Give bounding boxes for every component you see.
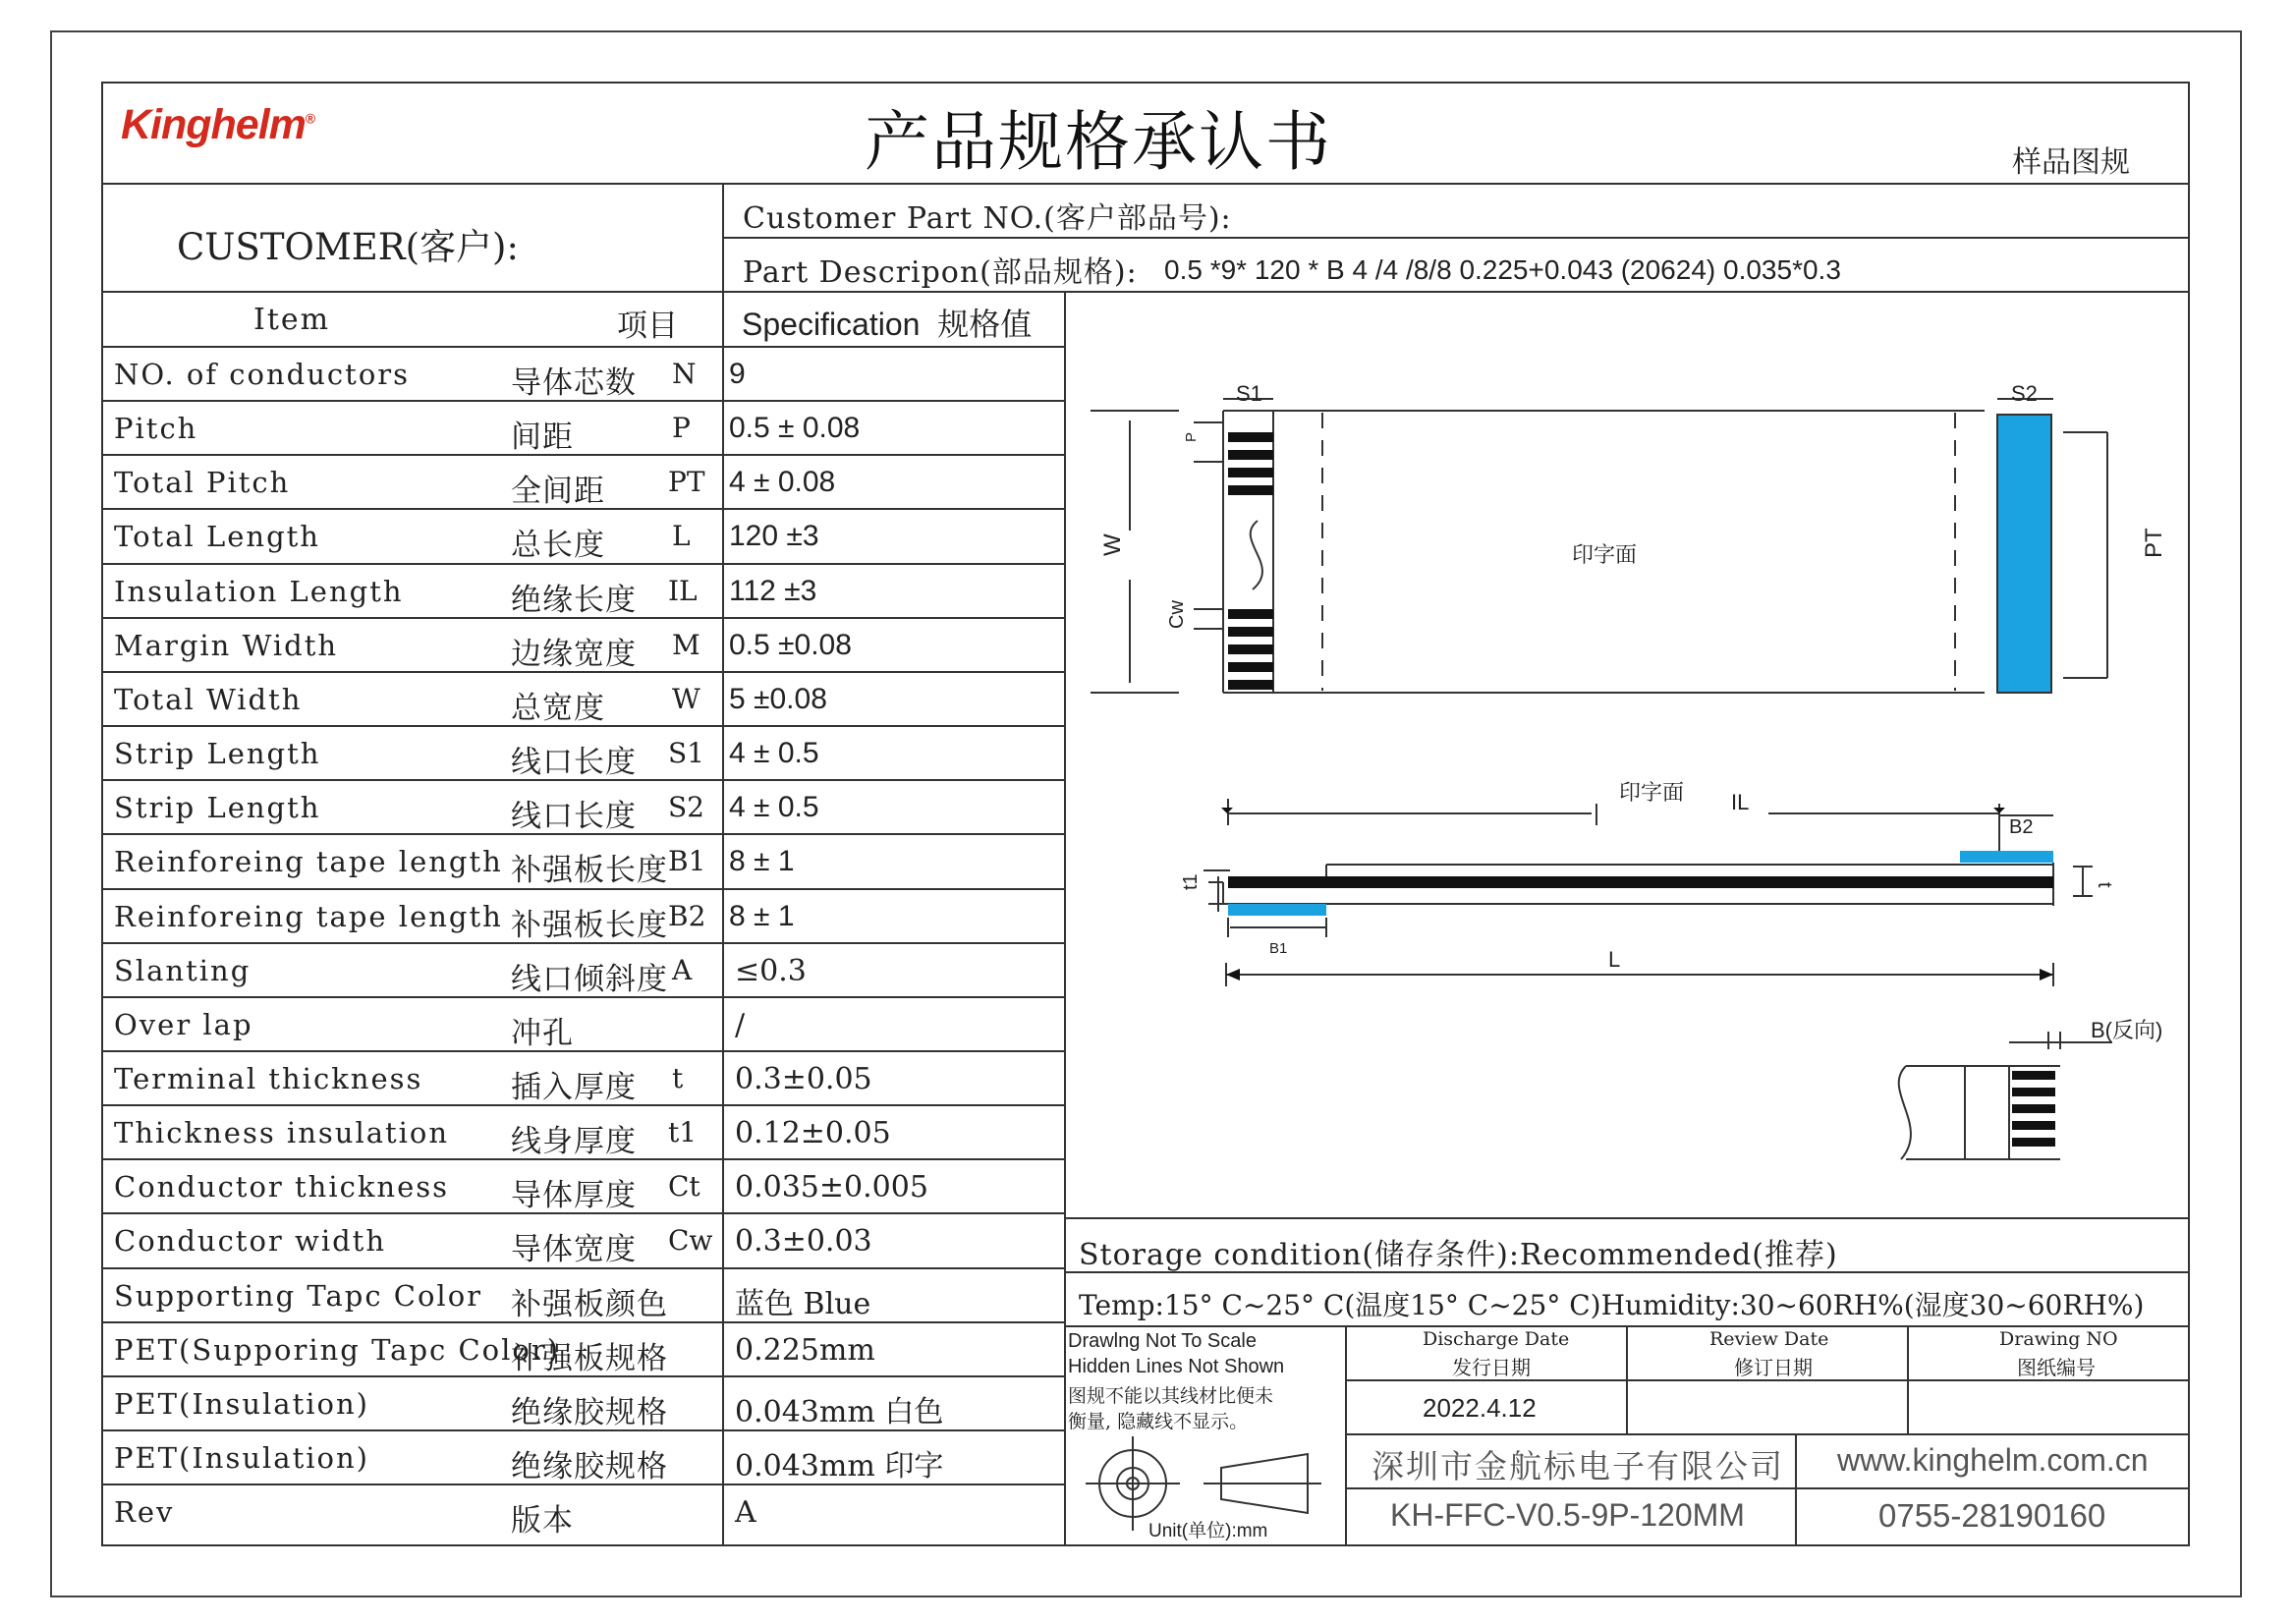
- item-name: Reinforeing tape length: [114, 899, 503, 933]
- company-website: www.kinghelm.com.cn: [1837, 1442, 2149, 1478]
- item-symbol: S1: [668, 737, 704, 770]
- item-name-cn: 导体宽度: [511, 1232, 637, 1268]
- item-spec: 0.3±0.05: [735, 1061, 872, 1096]
- item-name: Rev: [114, 1495, 175, 1530]
- item-name: Total Width: [114, 682, 303, 716]
- item-symbol: L: [672, 520, 691, 553]
- item-name-cn: 全间距: [511, 474, 605, 510]
- item-name: PET(Insulation): [114, 1441, 369, 1475]
- item-name: Insulation Length: [114, 574, 404, 608]
- item-name-cn: 线口倾斜度: [511, 961, 668, 997]
- item-spec: 0.035±0.005: [735, 1170, 928, 1205]
- item-name: Pitch: [114, 412, 198, 446]
- item-spec: 4 ± 0.5: [729, 791, 819, 824]
- item-symbol: t: [672, 1061, 684, 1094]
- item-name-cn: 补强板长度: [511, 907, 668, 943]
- item-spec: 0.3±0.03: [735, 1224, 872, 1260]
- label-b1: B1: [1269, 940, 1288, 957]
- item-symbol: P: [672, 412, 691, 445]
- item-spec: ≤0.3: [735, 953, 807, 988]
- item-symbol: W: [672, 682, 700, 715]
- item-header-cn: 项目: [617, 308, 678, 344]
- item-name: Margin Width: [114, 628, 339, 662]
- item-symbol: A: [672, 953, 693, 986]
- label-w: W: [1099, 533, 1126, 556]
- label-pt: PT: [2141, 528, 2167, 558]
- note-cn-2: 衡量, 隐藏线不显示。: [1068, 1411, 1249, 1432]
- item-symbol: IL: [668, 574, 698, 607]
- item-name-cn: 导体厚度: [511, 1178, 637, 1214]
- storage-condition: Storage condition(储存条件):Recommended(推荐): [1079, 1238, 1838, 1272]
- item-name-cn: 总宽度: [511, 690, 605, 726]
- item-name-cn: 边缘宽度: [511, 636, 637, 672]
- item-name: Conductor thickness: [114, 1170, 450, 1204]
- item-spec: 0.225mm: [735, 1332, 875, 1368]
- page-subtitle: 样品图规: [2012, 145, 2130, 180]
- item-spec: /: [735, 1007, 746, 1042]
- item-name-cn: 线口长度: [511, 799, 637, 835]
- label-print-face: 印字面: [1572, 542, 1638, 567]
- item-name: Conductor width: [114, 1224, 386, 1259]
- projection-symbol: [1086, 1436, 1321, 1544]
- item-name: Strip Length: [114, 737, 321, 771]
- page-title: 产品规格承认书: [865, 104, 1332, 180]
- item-spec: 0.12±0.05: [735, 1116, 891, 1151]
- label-s2: S2: [2011, 381, 2038, 406]
- label-p: P: [1183, 431, 1200, 442]
- item-name-cn: 绝缘胶规格: [511, 1394, 668, 1430]
- item-symbol: B2: [668, 899, 706, 932]
- item-symbol: t1: [668, 1116, 698, 1149]
- item-spec: 0.043mm 印字: [735, 1449, 944, 1484]
- item-name: Terminal thickness: [114, 1061, 423, 1095]
- label-b2: B2: [2009, 816, 2034, 838]
- item-name-cn: 冲孔: [511, 1015, 574, 1051]
- part-code: KH-FFC-V0.5-9P-120MM: [1390, 1497, 1745, 1533]
- label-b-reverse: B(反向): [2091, 1018, 2163, 1042]
- item-symbol: Ct: [668, 1170, 700, 1204]
- item-name-cn: 插入厚度: [511, 1069, 637, 1105]
- note-cn-1: 图规不能以其线材比便未: [1068, 1385, 1274, 1407]
- item-name: Supporting Tapc Color: [114, 1278, 483, 1313]
- item-spec: 蓝色 Blue: [735, 1286, 871, 1321]
- item-name-cn: 导体芯数: [511, 365, 637, 401]
- item-name-cn: 版本: [511, 1503, 574, 1540]
- storage-temp: Temp:15° C~25° C(温度15° C~25° C)Humidity:30~60RH%(湿度30~60RH%): [1079, 1289, 2145, 1321]
- item-name-cn: 补强板颜色: [511, 1286, 668, 1322]
- company-name: 深圳市金航标电子有限公司: [1371, 1447, 1784, 1485]
- item-spec: 8 ± 1: [729, 899, 795, 932]
- item-spec: 8 ± 1: [729, 845, 795, 878]
- item-symbol: M: [672, 628, 700, 661]
- item-name-cn: 绝缘长度: [511, 582, 637, 618]
- item-spec: 0.5 ±0.08: [729, 628, 852, 661]
- item-name-cn: 间距: [511, 420, 574, 456]
- item-name: PET(Supporing Tapc Color): [114, 1332, 561, 1367]
- item-spec: A: [735, 1495, 756, 1531]
- item-spec: 0.043mm 白色: [735, 1394, 944, 1429]
- note-not-to-scale: Drawlng Not To Scale: [1068, 1330, 1257, 1352]
- spec-header: Specification 规格值: [742, 306, 1033, 343]
- item-name: Slanting: [114, 953, 252, 987]
- label-il: IL: [1731, 790, 1750, 814]
- item-name: NO. of conductors: [114, 358, 411, 391]
- item-name: Total Pitch: [114, 466, 291, 500]
- item-name: Strip Length: [114, 791, 321, 825]
- label-s1: S1: [1236, 381, 1262, 406]
- label-l: L: [1608, 947, 1621, 972]
- customer-part-no-label: Customer Part NO.(客户部品号):: [743, 201, 1232, 236]
- discharge-date: 2022.4.12: [1423, 1393, 1537, 1423]
- stiffener-b2: [1960, 851, 2053, 863]
- item-name: Reinforeing tape length: [114, 845, 503, 879]
- label-t: t: [2094, 882, 2115, 888]
- label-cw: Cw: [1166, 600, 1188, 629]
- item-symbol: B1: [668, 845, 706, 878]
- item-spec: 112 ±3: [729, 574, 817, 607]
- review-date-label-cn: 修订日期: [1734, 1356, 1813, 1379]
- item-spec: 0.5 ± 0.08: [729, 412, 861, 445]
- item-spec: 4 ± 0.5: [729, 737, 819, 770]
- item-spec: 5 ±0.08: [729, 682, 827, 715]
- item-spec: 4 ± 0.08: [729, 466, 836, 499]
- item-spec: 120 ±3: [729, 520, 819, 553]
- item-header: Item: [253, 303, 331, 337]
- item-name-cn: 补强板长度: [511, 853, 668, 889]
- item-name: Thickness insulation: [114, 1116, 450, 1150]
- drawing-no-label-cn: 图纸编号: [2017, 1356, 2096, 1379]
- item-spec: 9: [729, 358, 746, 390]
- item-symbol: Cw: [668, 1224, 713, 1258]
- drawing-no-label: Drawing NO: [1999, 1328, 2118, 1350]
- discharge-date-label: Discharge Date: [1423, 1328, 1570, 1350]
- customer-label: CUSTOMER(客户):: [177, 226, 519, 268]
- note-hidden-lines: Hidden Lines Not Shown: [1068, 1356, 1285, 1377]
- discharge-date-label-cn: 发行日期: [1452, 1356, 1531, 1379]
- item-name-cn: 线口长度: [511, 745, 637, 781]
- label-t1: t1: [1180, 873, 1202, 890]
- item-symbol: N: [672, 358, 697, 390]
- label-print-face-side: 印字面: [1619, 780, 1685, 805]
- stiffener-b1: [1228, 904, 1326, 916]
- item-symbol: S2: [668, 791, 704, 824]
- item-symbol: PT: [668, 466, 705, 499]
- part-description-label: Part Descripon(部品规格):: [743, 255, 1138, 290]
- stiffener-s2: [1997, 415, 2051, 693]
- unit-label: Unit(单位):mm: [1148, 1521, 1268, 1541]
- item-name-cn: 总长度: [511, 528, 605, 564]
- item-name-cn: 线身厚度: [511, 1124, 637, 1160]
- company-logo: Kinghelm®: [121, 101, 315, 148]
- item-name: PET(Insulation): [114, 1386, 369, 1421]
- item-name-cn: 补强板规格: [511, 1340, 668, 1376]
- part-description-value: 0.5 *9* 120 * B 4 /4 /8/8 0.225+0.043 (20624) 0.035*0.3: [1164, 254, 1841, 285]
- item-name-cn: 绝缘胶规格: [511, 1449, 668, 1484]
- item-name: Over lap: [114, 1007, 253, 1041]
- item-name: Total Length: [114, 520, 320, 554]
- review-date-label: Review Date: [1709, 1328, 1829, 1350]
- company-phone: 0755-28190160: [1878, 1497, 2106, 1534]
